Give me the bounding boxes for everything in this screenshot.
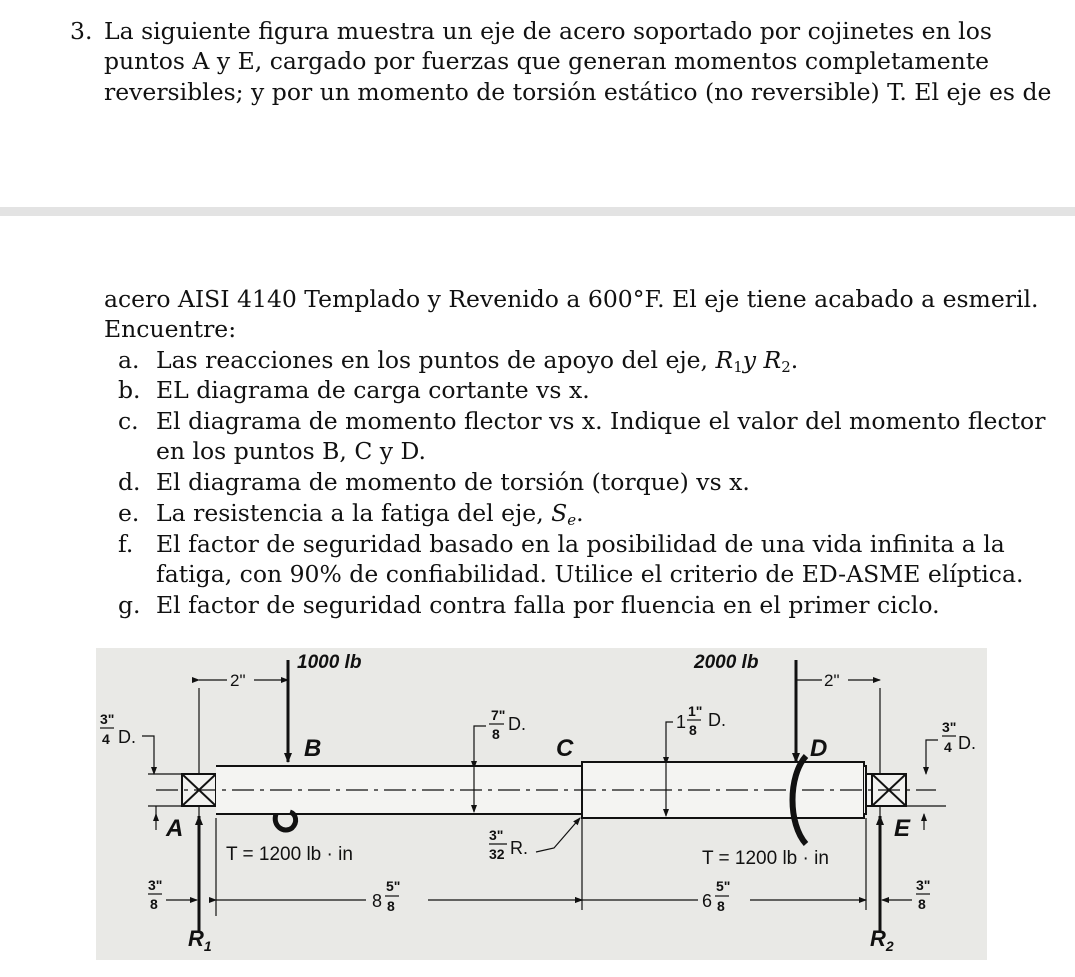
diam-a-suffix: D. [118, 727, 136, 747]
diam-big-whole: 1 [676, 712, 687, 732]
r2-sub: 2 [885, 938, 894, 954]
diam-e-den: 4 [944, 739, 952, 755]
dim-2-right: 2" [824, 671, 840, 690]
diam-mid-suffix: D. [508, 714, 526, 734]
item-letter-b: b. [118, 376, 141, 404]
bearing-right-num: 3" [916, 877, 931, 893]
item-a [156, 345, 798, 375]
point-b-label: B [304, 735, 322, 762]
bearing-left-num: 3" [148, 877, 163, 893]
r2-symbol: R [763, 346, 782, 374]
len-right-den: 8 [717, 898, 725, 914]
item-a-y: y [742, 346, 757, 374]
point-c-label: C [556, 735, 574, 762]
item-a-end: . [790, 346, 799, 374]
r1-subscript: 1 [733, 358, 743, 376]
item-e [156, 498, 584, 528]
torque-right-label: T = 1200 lb · in [702, 848, 829, 869]
item-letter-e: e. [118, 499, 140, 527]
item-c-text-2: en los puntos B, C y D. [156, 437, 427, 465]
item-d-text: El diagrama de momento de torsión (torque) vs x. [156, 468, 750, 496]
se-symbol: S [551, 499, 568, 527]
len-right-whole: 6 [702, 891, 713, 911]
r2-label [870, 926, 894, 954]
len-left-whole: 8 [372, 891, 383, 911]
item-e-end: . [576, 499, 584, 527]
item-letter-d: d. [118, 468, 141, 496]
len-left-den: 8 [387, 898, 395, 914]
intro-line-4: acero AISI 4140 Templado y Revenido a 600°F. El eje tiene acabado a esmeril. [104, 285, 1039, 313]
shaft-diagram [96, 648, 987, 960]
len-left-num: 5" [386, 878, 401, 894]
diam-e-suffix: D. [958, 733, 976, 753]
shaft-body [156, 762, 936, 818]
problem-number: 3. [70, 17, 93, 45]
r2-subscript: 2 [781, 358, 791, 376]
item-b-text: EL diagrama de carga cortante vs x. [156, 376, 590, 404]
intro-line-5: Encuentre: [104, 315, 237, 343]
diam-mid-leader [474, 726, 486, 766]
intro-line-1: La siguiente figura muestra un eje de acero soportado por cojinetes en los [104, 17, 992, 45]
intro-line-3: reversibles; y por un momento de torsión estático (no reversible) T. El eje es de [104, 78, 1052, 106]
diam-big-leader [666, 722, 673, 762]
item-a-text: Las reacciones en los puntos de apoyo del eje, [156, 346, 709, 374]
item-letter-f: f. [118, 530, 134, 558]
point-e-label: E [894, 815, 911, 842]
item-e-text: La resistencia a la fatiga del eje, [156, 499, 544, 527]
load-d-label: 2000 lb [694, 652, 759, 673]
item-letter-a: a. [118, 346, 140, 374]
diam-a-leader [142, 736, 154, 774]
diam-big-num: 1" [688, 703, 703, 719]
bearing-right-den: 8 [918, 896, 926, 912]
diam-a-den: 4 [102, 731, 110, 747]
item-f-text-2: fatiga, con 90% de confiabilidad. Utilice el criterio de ED-ASME elíptica. [156, 560, 1024, 588]
diam-mid-den: 8 [492, 726, 500, 742]
r2-letter: R [870, 926, 886, 951]
fillet-suffix: R. [510, 838, 528, 858]
diam-big-suffix: D. [708, 710, 726, 730]
diam-e-num: 3" [942, 719, 957, 735]
item-letter-g: g. [118, 591, 141, 619]
item-g-text: El factor de seguridad contra falla por fluencia en el primer ciclo. [156, 591, 940, 619]
diam-big-den: 8 [689, 722, 697, 738]
fillet-leader [536, 818, 580, 852]
se-subscript: e [567, 511, 577, 529]
len-right-num: 5" [716, 878, 731, 894]
item-letter-c: c. [118, 407, 139, 435]
item-f-text-1: El factor de seguridad basado en la posibilidad de una vida infinita a la [156, 530, 1005, 558]
dim-2-left: 2" [230, 671, 246, 690]
torque-left-label: T = 1200 lb · in [226, 844, 353, 865]
shaft-figure [96, 648, 987, 960]
point-a-label: A [166, 815, 184, 842]
bearing-left-den: 8 [150, 896, 158, 912]
page-separator [0, 207, 1075, 216]
load-b-label: 1000 lb [297, 652, 362, 673]
r1-label [188, 926, 212, 954]
diam-a-num: 3" [100, 711, 115, 727]
diam-mid-num: 7" [491, 707, 506, 723]
r1-sub: 1 [203, 938, 212, 954]
r1-letter: R [188, 926, 204, 951]
fillet-den: 32 [489, 846, 505, 862]
fillet-num: 3" [489, 827, 504, 843]
intro-line-2: puntos A y E, cargado por fuerzas que generan momentos completamente [104, 47, 990, 75]
point-d-label: D [810, 735, 828, 762]
r1-symbol: R [715, 346, 734, 374]
item-c-text-1: El diagrama de momento flector vs x. Indique el valor del momento flector [156, 407, 1046, 435]
diam-e-leader [926, 740, 938, 774]
